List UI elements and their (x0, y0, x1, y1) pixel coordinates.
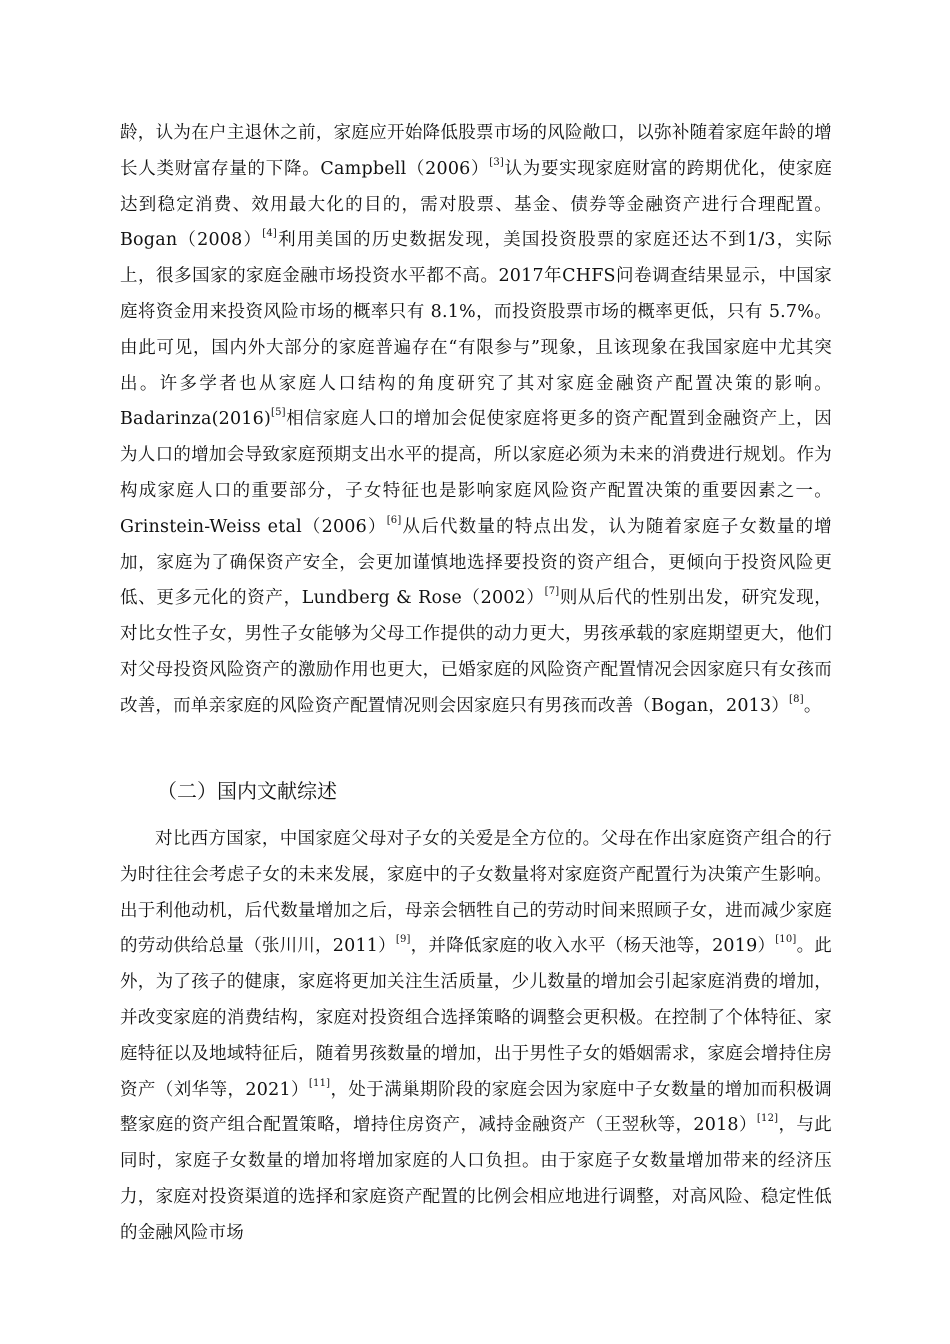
paragraph-text: ，并降低家庭的收入水平（杨天池等，2019） (410, 936, 776, 957)
section-heading: （二）国内文献综述 (157, 779, 337, 803)
body-paragraph-2 (120, 822, 832, 1252)
paragraph-text: 认为要实现家庭财富的跨期优化，使家庭达到稳定消费、效用最大化的目的，需对股票、基金、债券等金融资产进行合理配置。Bogan（2008） (120, 158, 832, 251)
paragraph-text: 从后代数量的特点出发，认为随着家庭子女数量的增加，家庭为了确保资产安全，会更加谨慎地选择要投资的资产组合，更倾向于投资风险更低、更多元化的资产，Lundberg & Rose（2002） (120, 516, 832, 609)
citation-ref-8: [8] (789, 693, 804, 705)
citation-ref-10: [10] (775, 934, 797, 946)
paragraph-text: 利用美国的历史数据发现，美国投资股票的家庭还达不到1/3，实际上，很多国家的家庭金融市场投资水平都不高。2017年CHFS问卷调查结果显示，中国家庭将资金用来投资风险市场的概率只有 8.1%，而投资股票市场的概率更低，只有 5.7%。由此可见，国内外大部分的家庭普遍存在“有限参与”现象，且该现象在我国家庭中尤其突出。许多学者也从家庭人口结构的角度研究了其对家庭金融资产配置决策的影响。Badarinza(2016) (120, 230, 832, 430)
citation-ref-6: [6] (386, 514, 402, 526)
citation-ref-4: [4] (262, 228, 278, 240)
body-paragraph-1 (120, 116, 832, 725)
citation-ref-12: [12] (756, 1113, 779, 1125)
paragraph-text: 。 (803, 695, 822, 716)
citation-ref-9: [9] (395, 934, 411, 946)
paragraph-text: 相信家庭人口的增加会促使家庭将更多的资产配置到金融资产上，因为人口的增加会导致家庭预期支出水平的提高，所以家庭必须为未来的消费进行规划。作为构成家庭人口的重要部分，子女特征也是影响家庭风险资产配置决策的重要因素之一。Grinstein-Weiss etal（2006） (120, 409, 832, 537)
paragraph-text: ，与此同时，家庭子女数量的增加将增加家庭的人口负担。由于家庭子女数量增加带来的经济压力，家庭对投资渠道的选择和家庭资产配置的比例会相应地进行调整，对高风险、稳定性低的金融风险市场 (120, 1115, 832, 1243)
paragraph-text: 则从后代的性别出发，研究发现，对比女性子女，男性子女能够为父母工作提供的动力更大，男孩承载的家庭期望更大，他们对父母投资风险资产的激励作用也更大，已婚家庭的风险资产配置情况会因家庭只有女孩而改善，而单亲家庭的风险资产配置情况则会因家庭只有男孩而改善（Bogan，2013） (120, 588, 832, 716)
citation-ref-11: [11] (308, 1077, 331, 1089)
citation-ref-5: [5] (271, 407, 286, 419)
citation-ref-7: [7] (544, 586, 560, 598)
paragraph-text: 龄，认为在户主退休之前，家庭应开始降低股票市场的风险敞口，以弥补随着家庭年龄的增长人类财富存量的下降。Campbell（2006） (120, 123, 832, 179)
paragraph-text: 对比西方国家，中国家庭父母对子女的关爱是全方位的。父母在作出家庭资产组合的行为时往往会考虑子女的未来发展，家庭中的子女数量将对家庭资产配置行为决策产生影响。出于利他动机，后代数量增加之后，母亲会牺牲自己的劳动时间来照顾子女，进而减少家庭的劳动供给总量（张川川，2011） (120, 829, 832, 957)
citation-ref-3: [3] (489, 156, 504, 168)
paragraph-text: 。此外，为了孩子的健康，家庭将更加关注生活质量，少儿数量的增加会引起家庭消费的增加，并改变家庭的消费结构，家庭对投资组合选择策略的调整会更积极。在控制了个体特征、家庭特征以及地域特征后，随着男孩数量的增加，出于男性子女的婚姻需求，家庭会增持住房资产（刘华等，2021） (120, 936, 832, 1100)
paragraph-text: ，处于满巢期阶段的家庭会因为家庭中子女数量的增加而积极调整家庭的资产组合配置策略，增持住房资产，减持金融资产（王翌秋等，2018） (120, 1079, 832, 1136)
